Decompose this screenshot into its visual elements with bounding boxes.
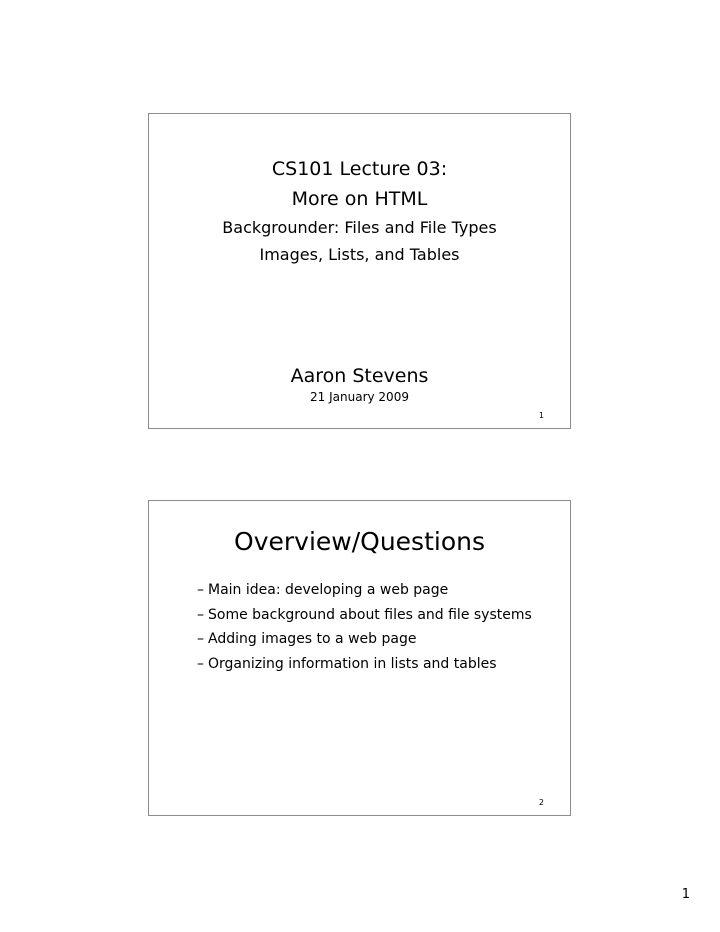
slide-1-number: 1 <box>538 411 544 420</box>
bullet-text: Some background about files and file systems <box>208 606 532 623</box>
list-item <box>197 627 532 652</box>
list-item <box>197 652 532 677</box>
slide-1 <box>148 113 571 429</box>
list-item <box>197 603 532 628</box>
slide-2 <box>148 500 571 816</box>
slide-1-date: 21 January 2009 <box>310 390 409 404</box>
slide-1-title-line-2: More on HTML <box>291 188 428 210</box>
slide-1-author: Aaron Stevens <box>290 365 429 387</box>
slide-1-subtitle-line-1: Backgrounder: Files and File Types <box>222 218 497 237</box>
bullet-text: Main idea: developing a web page <box>208 582 449 598</box>
dash-marker: – <box>197 631 204 647</box>
dash-marker: – <box>197 606 204 623</box>
slide-2-number: 2 <box>538 798 544 807</box>
bullet-text: Organizing information in lists and tables <box>208 655 497 672</box>
slide-1-subtitle-line-2: Images, Lists, and Tables <box>259 245 460 264</box>
page-number: 1 <box>681 887 690 902</box>
dash-marker: – <box>197 582 204 598</box>
bullet-text: Adding images to a web page <box>208 631 417 647</box>
dash-marker: – <box>197 655 204 672</box>
list-item <box>197 578 532 603</box>
slide-1-title-line-1: CS101 Lecture 03: <box>271 158 448 180</box>
slide-2-bullet-list <box>197 578 532 676</box>
slide-2-title: Overview/Questions <box>234 527 485 556</box>
